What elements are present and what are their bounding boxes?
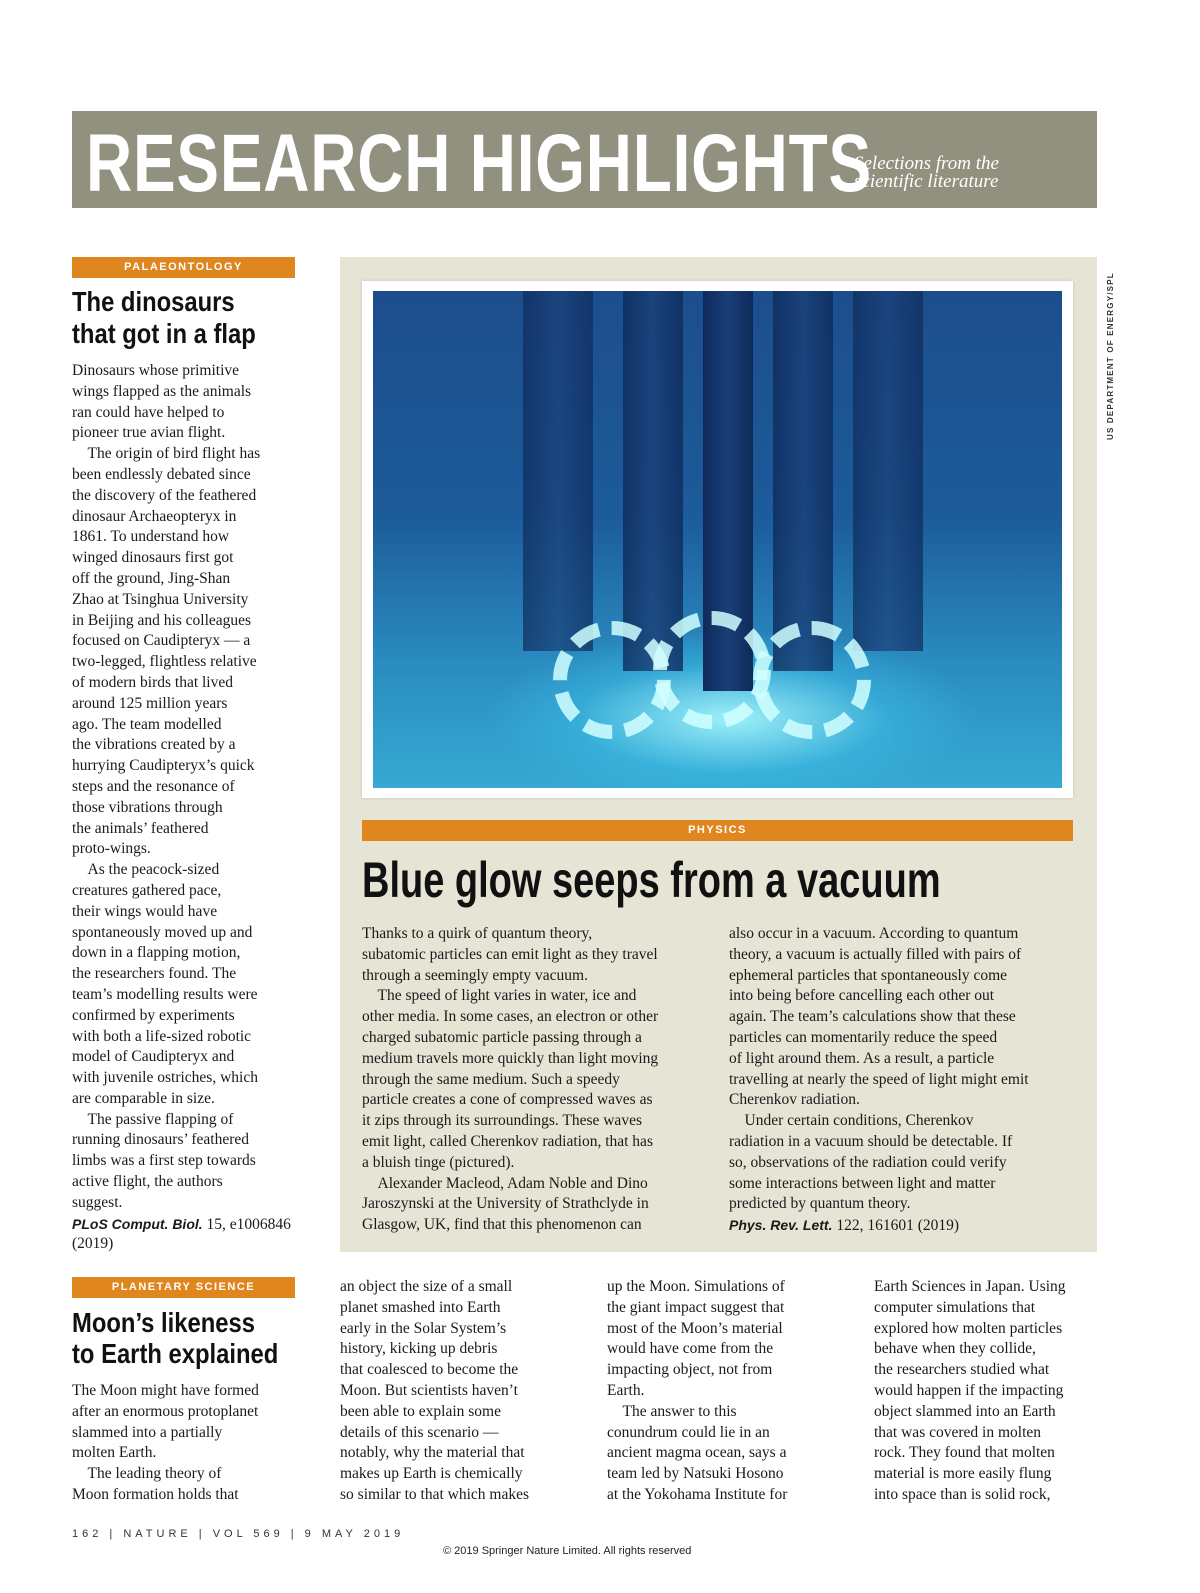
text-line: Jaroszynski at the University of Strathclyde in [362,1195,649,1213]
section-banner [72,111,1097,208]
text-line: slammed into a partially [72,1423,223,1441]
text-line: so similar to that which makes [340,1485,529,1503]
text-line: creatures gathered pace, [72,881,222,899]
text-line: ago. The team modelled [72,715,222,733]
text-line: dinosaur Archaeopteryx in [72,507,237,525]
text-line: would have come from the [607,1340,774,1358]
text-line: are comparable in size. [72,1089,215,1107]
text-line: Thanks to a quirk of quantum theory, [362,925,593,942]
text-line: Earth. [607,1381,645,1399]
text-line: charged subatomic particle passing through a [362,1028,642,1046]
text-line: particle creates a cone of compressed waves as [362,1091,653,1109]
citation-year: (2019) [72,1235,114,1253]
text-line: in Beijing and his colleagues [72,611,252,629]
text-line: the giant impact suggest that [607,1298,785,1316]
text-line: with juvenile ostriches, which [72,1069,258,1087]
text-line: particles can momentarily reduce the speed [729,1028,998,1046]
text-line: the researchers found. The [72,965,237,983]
text-line: emit light, called Cherenkov radiation, that has [362,1132,653,1150]
text-line: up the Moon. Simulations of [607,1278,785,1295]
text-line: spontaneously moved up and [72,923,253,941]
text-line: planet smashed into Earth [340,1298,501,1316]
text-line: been able to explain some [340,1402,501,1420]
text-line: steps and the resonance of [72,777,235,795]
text-line: explored how molten particles [874,1319,1063,1337]
category-tag-planetary-science: PLANETARY SCIENCE [72,1277,295,1298]
text-line: also occur in a vacuum. According to quantum [729,925,1019,942]
text-line: 1861. To understand how [72,528,230,546]
text-line: Under certain conditions, Cherenkov [729,1112,974,1130]
text-line: wings flapped as the animals [72,382,252,400]
category-tag-physics: PHYSICS [362,820,1073,841]
text-line: predicted by quantum theory. [729,1195,911,1213]
text-line: proto-wings. [72,840,151,858]
text-line: that coalesced to become the [340,1361,519,1379]
article-body-dinosaurs [72,361,291,1255]
text-line: The Moon might have formed [72,1382,259,1399]
text-line: makes up Earth is chemically [340,1465,523,1483]
text-line: an object the size of a small [340,1278,513,1295]
text-line: conundrum could lie in an [607,1423,770,1441]
text-line: behave when they collide, [874,1340,1036,1358]
text-line: again. The team’s calculations show that these [729,1008,1016,1026]
text-line: through the same medium. Such a speedy [362,1070,620,1088]
text-line: rock. They found that molten [874,1444,1055,1462]
category-tag-palaeontology: PALAEONTOLOGY [72,257,295,278]
text-line: into space than is solid rock, [874,1485,1051,1503]
text-line: would happen if the impacting [874,1381,1064,1399]
text-line: into being before cancelling each other out [729,987,995,1005]
text-line: the animals’ feathered [72,819,209,837]
copyright-notice: © 2019 Springer Nature Limited. All rights reserved [443,1545,692,1557]
text-line: object slammed into an Earth [874,1402,1056,1420]
text-line: after an enormous protoplanet [72,1402,259,1420]
text-line: travelling at nearly the speed of light might emit [729,1070,1029,1088]
text-line: Alexander Macleod, Adam Noble and Dino [362,1174,648,1192]
article-body-moon-col3 [874,1277,1066,1506]
page-folio: 162 | NATURE | VOL 569 | 9 MAY 2019 [72,1528,405,1540]
text-line: confirmed by experiments [72,1006,235,1024]
text-line: molten Earth. [72,1444,157,1462]
citation: PLoS Comput. Biol. 15, e1006846 [72,1215,291,1233]
text-line: that was covered in molten [874,1423,1042,1441]
text-line: The answer to this [607,1402,737,1420]
text-line: medium travels more quickly than light moving [362,1049,659,1067]
article-body-moon-col2 [607,1277,787,1506]
text-line: been endlessly debated since [72,465,251,483]
text-line: at the Yokohama Institute for [607,1485,788,1503]
text-line: Glasgow, UK, find that this phenomenon can [362,1216,642,1234]
text-line: Cherenkov radiation. [729,1091,860,1109]
text-line: other media. In some cases, an electron or other [362,1008,659,1026]
text-line: theory, a vacuum is actually filled with pairs of [729,945,1022,963]
text-line: running dinosaurs’ feathered [72,1131,250,1149]
article-headline-dinosaurs: The dinosaurs that got in a flap [72,286,256,349]
article-body-physics-col2 [729,924,1029,1236]
text-line: a bluish tinge (pictured). [362,1153,515,1171]
text-line: Moon. But scientists haven’t [340,1381,518,1399]
text-line: Zhao at Tsinghua University [72,590,249,608]
text-line: down in a flapping motion, [72,944,241,962]
text-line: focused on Caudipteryx — a [72,632,251,650]
text-line: impacting object, not from [607,1361,773,1379]
text-line: most of the Moon’s material [607,1319,783,1337]
text-line: the discovery of the feathered [72,486,257,504]
text-line: ephemeral particles that spontaneously come [729,966,1008,984]
text-line: their wings would have [72,902,218,920]
text-line: around 125 million years [72,694,228,712]
section-subtitle: Selections from the scientific literature [854,153,999,192]
text-line: some interactions between light and matter [729,1174,996,1192]
text-line: it zips through its surroundings. These waves [362,1112,642,1130]
text-line: of modern birds that lived [72,673,233,691]
text-line: those vibrations through [72,798,223,816]
text-line: The leading theory of [72,1465,222,1483]
photo-credit: US DEPARTMENT OF ENERGY/SPL [1106,272,1115,440]
article-body-physics-col1 [362,924,658,1236]
text-line: Dinosaurs whose primitive [72,362,240,379]
text-line: early in the Solar System’s [340,1319,507,1337]
article-headline-moon: Moon’s likeness to Earth explained [72,1307,279,1369]
text-line: Moon formation holds that [72,1485,239,1503]
text-line: radiation in a vacuum should be detectable. If [729,1132,1013,1150]
text-line: off the ground, Jing-Shan [72,569,231,587]
article-body-moon-col0 [72,1381,259,1506]
citation: Phys. Rev. Lett. 122, 161601 (2019) [729,1217,960,1235]
text-line: team’s modelling results were [72,985,258,1003]
text-line: so, observations of the radiation could verify [729,1153,1007,1171]
text-line: The speed of light varies in water, ice and [362,987,637,1005]
text-line: active flight, the authors [72,1173,223,1191]
article-body-moon-col1 [340,1277,529,1506]
text-line: notably, why the material that [340,1444,525,1462]
text-line: the researchers studied what [874,1361,1050,1379]
text-line: suggest. [72,1193,123,1211]
text-line: winged dinosaurs first got [72,549,234,567]
text-line: two-legged, flightless relative [72,653,257,671]
cherenkov-radiation-photo [373,291,1062,788]
text-line: The origin of bird flight has [72,445,261,463]
text-line: As the peacock-sized [72,861,220,879]
text-line: Earth Sciences in Japan. Using [874,1278,1066,1295]
text-line: through a seemingly empty vacuum. [362,966,588,984]
text-line: material is more easily flung [874,1465,1052,1483]
text-line: hurrying Caudipteryx’s quick [72,757,255,775]
text-line: details of this scenario — [340,1423,499,1441]
text-line: model of Caudipteryx and [72,1048,235,1066]
text-line: subatomic particles can emit light as they travel [362,945,658,963]
article-headline-physics: Blue glow seeps from a vacuum [362,852,941,908]
text-line: with both a life-sized robotic [72,1027,252,1045]
text-line: The passive flapping of [72,1110,234,1128]
text-line: ran could have helped to [72,403,225,421]
text-line: computer simulations that [874,1298,1036,1316]
text-line: the vibrations created by a [72,736,236,754]
text-line: history, kicking up debris [340,1340,498,1358]
text-line: team led by Natsuki Hosono [607,1465,784,1483]
text-line: of light around them. As a result, a particle [729,1049,995,1067]
text-line: pioneer true avian flight. [72,424,226,442]
text-line: limbs was a first step towards [72,1152,256,1170]
text-line: ancient magma ocean, says a [607,1444,787,1462]
section-title: RESEARCH HIGHLIGHTS [86,118,872,209]
